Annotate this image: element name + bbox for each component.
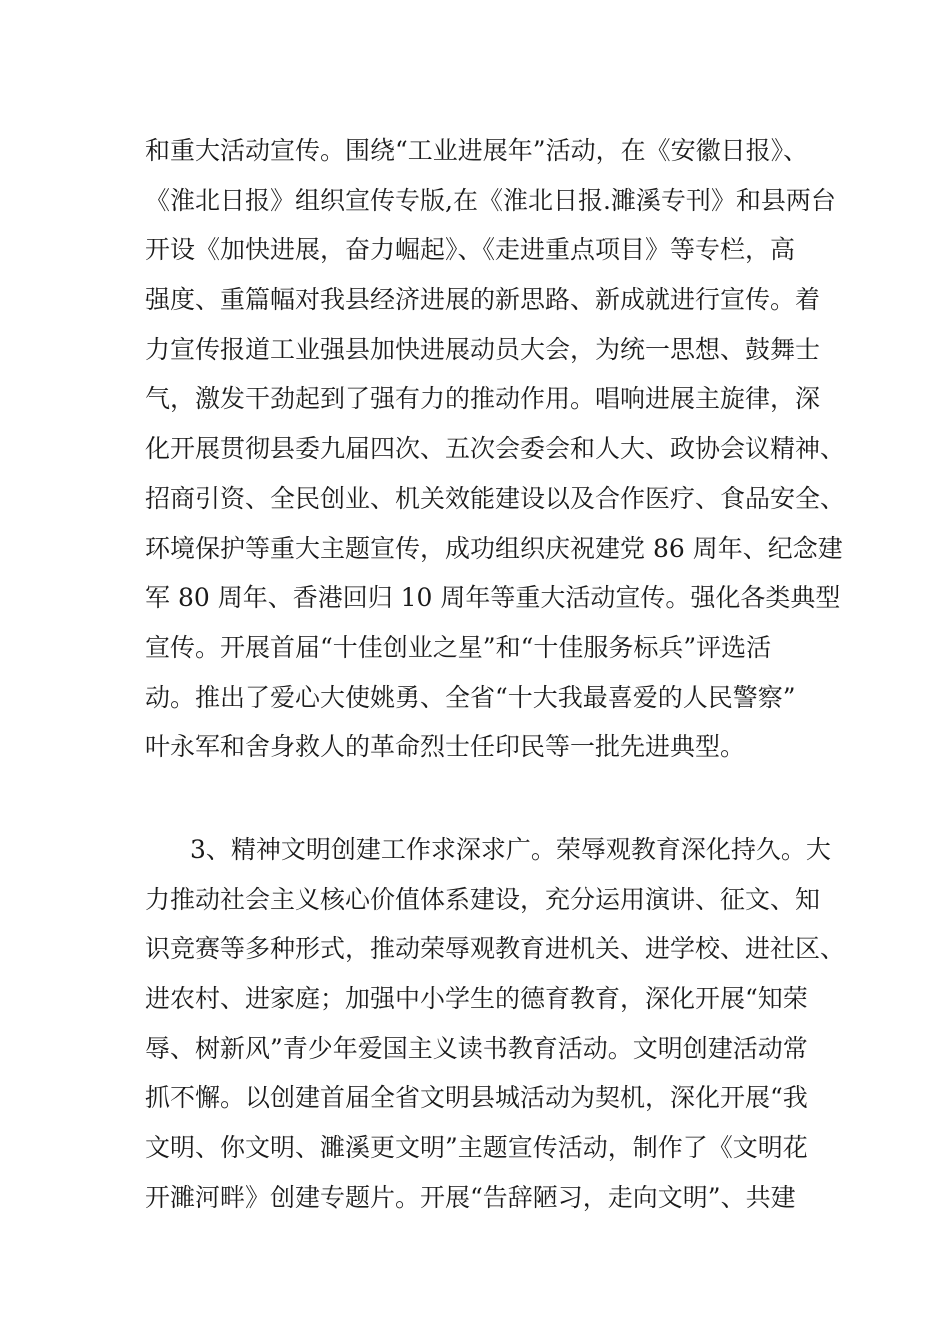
text-line: 力推动社会主义核心价值体系建设，充分运用演讲、征文、知 xyxy=(145,884,821,914)
text-line: 抓不懈。以创建首届全省文明县城活动为契机，深化开展“我 xyxy=(145,1083,808,1113)
text-line: 宣传。开展首届“十佳创业之星”和“十佳服务标兵”评选活 xyxy=(145,632,772,662)
paragraph-publicity xyxy=(145,126,846,772)
text-line: 气，激发干劲起到了强有力的推动作用。唱响进展主旋律，深 xyxy=(145,384,821,414)
text-line: 化开展贯彻县委九届四次、五次会委会和人大、政协会议精神、 xyxy=(145,434,846,464)
text-line: 《淮北日报》组织宣传专版,在《淮北日报.濉溪专刊》和县两台 xyxy=(145,185,836,215)
text-line: 招商引资、全民创业、机关效能建设以及合作医疗、食品安全、 xyxy=(145,483,846,513)
text-line: 3、精神文明创建工作求深求广。荣辱观教育深化持久。大 xyxy=(190,835,831,864)
text-line: 进农村、进家庭；加强中小学生的德育教育，深化开展“知荣 xyxy=(145,984,808,1014)
text-line: 环境保护等重大主题宣传，成功组织庆祝建党 86 周年、纪念建 xyxy=(145,533,843,563)
text-line: 识竞赛等多种形式，推动荣辱观教育进机关、进学校、进社区、 xyxy=(145,934,846,964)
paragraph-civilization xyxy=(145,825,846,1223)
text-line: 和重大活动宣传。围绕“工业进展年”活动，在《安徽日报》、 xyxy=(145,136,809,165)
text-line: 军 80 周年、香港回归 10 周年等重大活动宣传。强化各类典型 xyxy=(145,583,841,613)
text-line: 开设《加快进展，奋力崛起》、《走进重点项目》等专栏，高 xyxy=(145,235,796,265)
text-line: 力宣传报道工业强县加快进展动员大会，为统一思想、鼓舞士 xyxy=(145,334,821,364)
text-line: 辱、树新风”青少年爱国主义读书教育活动。文明创建活动常 xyxy=(145,1033,808,1063)
text-line: 文明、你文明、濉溪更文明”主题宣传活动，制作了《文明花 xyxy=(145,1133,808,1163)
text-line: 叶永军和舍身救人的革命烈士任印民等一批先进典型。 xyxy=(145,732,746,762)
text-line: 开濉河畔》创建专题片。开展“告辞陋习，走向文明”、共建 xyxy=(145,1182,796,1212)
text-line: 强度、重篇幅对我县经济进展的新思路、新成就进行宣传。着 xyxy=(145,285,821,315)
text-line: 动。推出了爱心大使姚勇、全省“十大我最喜爱的人民警察” xyxy=(145,682,796,712)
